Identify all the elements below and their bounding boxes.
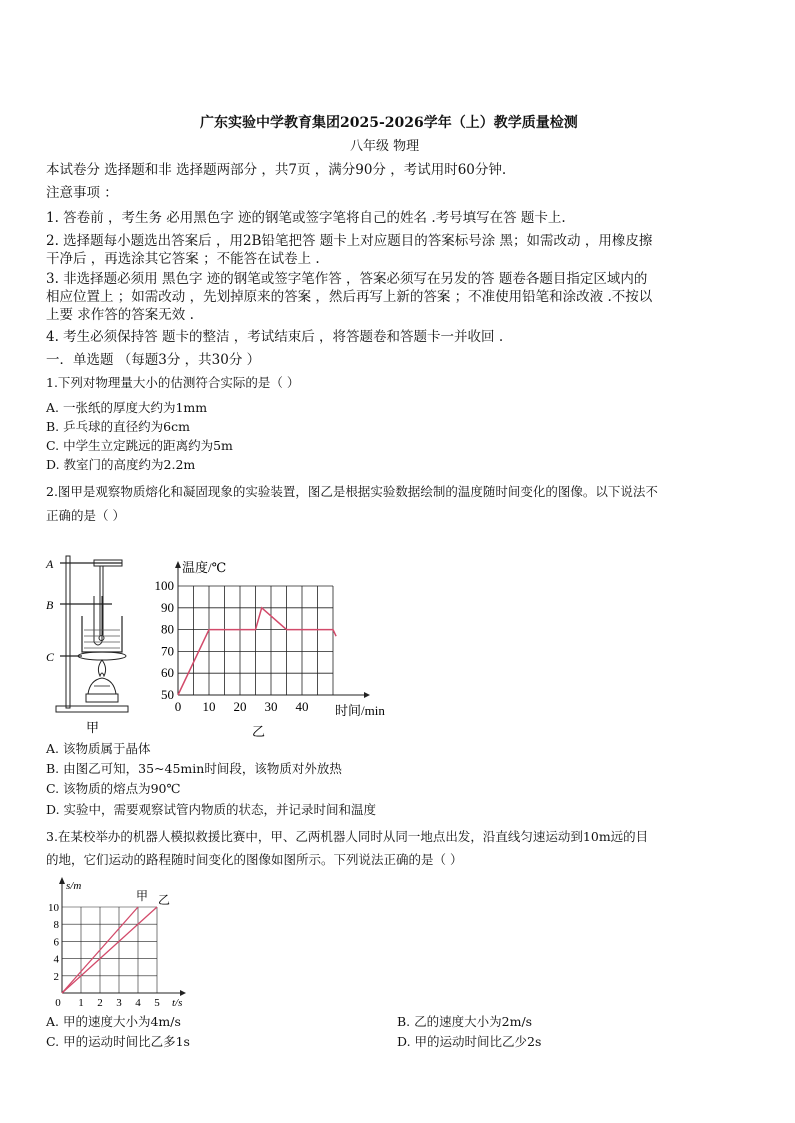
x-tick-label: 20 <box>233 699 247 714</box>
q3-option-b: B. 乙的速度大小为2m/s <box>397 1014 533 1029</box>
x-axis-arrow <box>180 990 186 996</box>
q1-stem: 1.下列对物理量大小的估测符合实际的是（ ） <box>46 375 300 390</box>
exam-intro: 本试卷分 选择题和非 选择题两部分 ，共7页 ，满分90分 ，考试用时60分钟. <box>46 162 507 178</box>
y-tick-label: 80 <box>161 621 174 637</box>
x-tick-label: 3 <box>116 997 122 1009</box>
q3-stem-line-1: 3.在某校举办的机器人模拟救援比赛中，甲、乙两机器人同时从同一地点出发，沿直线匀速运动到10m远的目 <box>46 829 649 844</box>
notice-2-line-1: 2. 选择题每小题选出答案后 ，用2B铅笔把答 题卡上对应题目的答案标号涂 黑；如需改动 ，用橡皮擦 <box>46 233 653 249</box>
x-tick-label: 10 <box>202 699 216 714</box>
q2-option-a: A. 该物质属于晶体 <box>46 741 151 756</box>
exam-title: 广东实验中学教育集团2025-2026学年（上）教学质量检测 <box>200 115 578 131</box>
label-a: A <box>46 557 54 571</box>
apparatus-figure <box>42 548 142 738</box>
temp-ylabel: 温度/℃ <box>182 560 227 575</box>
q1-option-a: A. 一张纸的厚度大约为1mm <box>46 400 208 415</box>
y-tick-label: 10 <box>48 902 59 914</box>
x-tick-label: 0 <box>174 699 182 714</box>
q2-option-d: D. 实验中，需要观察试管内物质的状态，并记录时间和温度 <box>46 802 377 817</box>
y-tick-label: 6 <box>53 936 59 949</box>
x-tick-label: 0 <box>55 997 61 1009</box>
x-tick-label: 4 <box>135 997 141 1009</box>
x-axis-arrow <box>364 692 370 698</box>
q2-option-c: C. 该物质的熔点为90℃ <box>46 781 181 796</box>
y-tick-label: 70 <box>161 643 174 659</box>
series-label-yi: 乙 <box>158 893 171 907</box>
notice-3-line-1: 3. 非选择题必须用 黑色字 迹的钢笔或签字笔作答 ，答案必须写在另发的答 题卷各题目指定区域内的 <box>46 271 648 287</box>
y-tick-label: 90 <box>161 599 174 615</box>
notice-3-line-3: 上要 求作答的答案无效 . <box>46 307 194 323</box>
x-tick-label: 1 <box>78 997 84 1009</box>
y-axis-arrow <box>59 877 65 884</box>
q3-option-a: A. 甲的速度大小为4m/s <box>46 1014 181 1029</box>
x-tick-label: 30 <box>264 699 278 714</box>
dist-xlabel: t/s <box>172 997 183 1009</box>
q1-option-c: C. 中学生立定跳远的距离约为5m <box>46 438 233 453</box>
y-tick-label: 50 <box>161 687 174 702</box>
q3-option-d: D. 甲的运动时间比乙少2s <box>397 1034 542 1049</box>
label-b: B <box>46 598 54 612</box>
notice-3-line-2: 相应位置上 ；如需改动 ，先划掉原来的答案 ，然后再写上新的答案 ；不准使用铅笔和涂改液 .不按以 <box>46 289 653 305</box>
notice-1: 1. 答卷前 ，考生务 必用黑色字 迹的钢笔或签字笔将自己的姓名 .考号填写在答 题卡上. <box>46 210 566 226</box>
y-axis-arrow <box>175 561 181 568</box>
exam-subtitle: 八年级 物理 <box>350 139 420 154</box>
notice-heading: 注意事项 ： <box>46 185 118 201</box>
section-heading: 一．单选题 （每题3分 ，共30分 ） <box>46 352 261 368</box>
y-tick-label: 8 <box>53 919 59 932</box>
y-tick-label: 4 <box>53 953 59 966</box>
series-label-jia: 甲 <box>136 889 149 903</box>
q2-option-b: B. 由图乙可知，35~45min时间段，该物质对外放热 <box>46 761 342 776</box>
y-tick-label: 2 <box>53 970 59 983</box>
notice-2-line-2: 干净后 ，再选涂其它答案 ；不能答在试卷上 . <box>46 251 320 267</box>
x-tick-label: 40 <box>295 699 309 714</box>
distance-time-chart <box>40 874 210 1014</box>
y-tick-label: 60 <box>161 665 174 681</box>
temperature-time-chart <box>150 552 400 742</box>
dist-ylabel: s/m <box>66 880 82 892</box>
temp-chart-caption: 乙 <box>252 724 266 739</box>
apparatus-caption: 甲 <box>86 720 100 735</box>
x-tick-label: 2 <box>97 997 103 1009</box>
q1-option-d: D. 教室门的高度约为2.2m <box>46 457 196 472</box>
q2-stem-line-2: 正确的是（ ） <box>46 508 125 523</box>
x-tick-label: 5 <box>154 997 160 1009</box>
series-line-1 <box>62 907 157 993</box>
q1-option-b: B. 乒乓球的直径约为6cm <box>46 419 190 434</box>
q3-stem-line-2: 的地，它们运动的路程随时间变化的图像如图所示。下列说法正确的是（ ） <box>46 852 463 867</box>
q2-stem-line-1: 2.图甲是观察物质熔化和凝固现象的实验装置，图乙是根据实验数据绘制的温度随时间变化的图像。以下说法不 <box>46 484 658 499</box>
y-tick-label: 100 <box>154 578 174 593</box>
label-c: C <box>46 650 55 664</box>
q3-option-c: C. 甲的运动时间比乙多1s <box>46 1034 190 1049</box>
temp-xlabel: 时间/min <box>335 703 385 718</box>
notice-4: 4. 考生必须保持答 题卡的整洁 ，考试结束后 ，将答题卷和答题卡一并收回 . <box>46 329 504 345</box>
